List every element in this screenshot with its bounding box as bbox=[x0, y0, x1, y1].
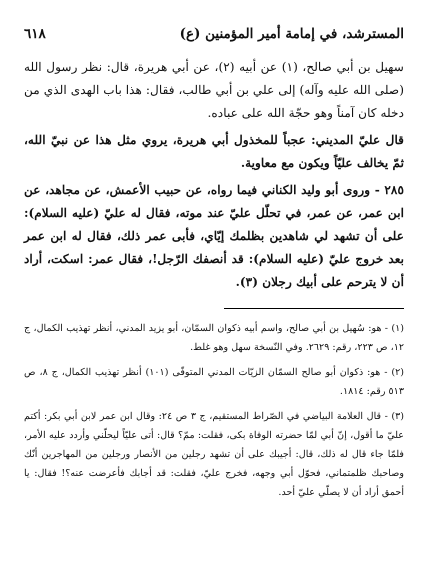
footnote-3: (٣) - قال العلامة البياضي في الصّراط المستقيم، ج ٣ ص ٢٤: وقال ابن عمر لابن أبي بكر: أكتم عليّ ما أقول، إنّ أبي لمّا حضرته الوفاة بكى، فقلت: ممّ؟ قال: أتى عليّاً ليحلّني وأردد عليه الأمر، فلمّا جاء قال له ذلك، قال: أجيبك على أن تشهد رجلين من الأنصار ورجلين من المهاجرين أنّك وصاحبك ظلمتماني، فحوّل أبي وجهه، فخرج عليّ، فقلت: قد أجابك فأعرضت عنه؟! فقال: يا أحمق أراد أن لا يصلّي عليّ أحد. bbox=[24, 411, 404, 498]
book-title: المسترشد، في إمامة أمير المؤمنين (ع) bbox=[179, 26, 404, 42]
paragraph-2: قال عليّ المديني: عجباً للمخذول أبي هريرة، يروي مثل هذا عن نبيّ الله، ثمّ يخالف عليّاً ويكون مع معاوية. bbox=[24, 133, 404, 170]
paragraph-1: سهيل بن أبي صالح، (١) عن أبيه (٢)، عن أبي هريرة، قال: نظر رسول الله (صلى الله عليه وآله) إلى علي بن أبي طالب، فقال: هذا باب الهدى الذي من دخله كان آمناً وهو حجّة الله على عباده. bbox=[24, 60, 405, 120]
footnote-separator bbox=[224, 308, 404, 309]
footnotes bbox=[24, 319, 404, 502]
running-header bbox=[24, 26, 404, 42]
page-number: ٦١٨ bbox=[24, 26, 46, 42]
footnote-2: (٢) - هو: ذكوان أبو صالح السمّان الزيّات المدني المتوفّى (١٠١) أنظر تهذيب الكمال، ج ٨، ص ٥١٣ رقم: ١٨١٤. bbox=[24, 367, 405, 397]
footnote-1: (١) - هو: سُهيل بن أبي صالح، واسم أبيه ذكوان السمّان، أبو يزيد المدني، أنظر تهذيب الكمال، ج ١٢، ص ٢٢٣، رقم: ٢٦٢٩. وفي النّسخة سهل وهو غلط. bbox=[24, 323, 404, 353]
paragraph-3: ٢٨٥ - وروى أبو وليد الكناني فيما رواه، عن حبيب الأعمش، عن مجاهد، عن ابن عمر، عن عمر، في تحلّل عليّ عند موته، فقال له عليّ (عليه السلام): على أن تشهد لي شاهدين بظلمك إيّاي، فأبى عمر ذلك، فقال له ابن عمر بعد خروج عليّ (عليه السلام): قد أنصفك الرّجل!، فقال عمر: اسكت، أراد أن لا يترحم على أبيك رجلان (٣). bbox=[24, 183, 404, 289]
main-text bbox=[24, 56, 404, 294]
